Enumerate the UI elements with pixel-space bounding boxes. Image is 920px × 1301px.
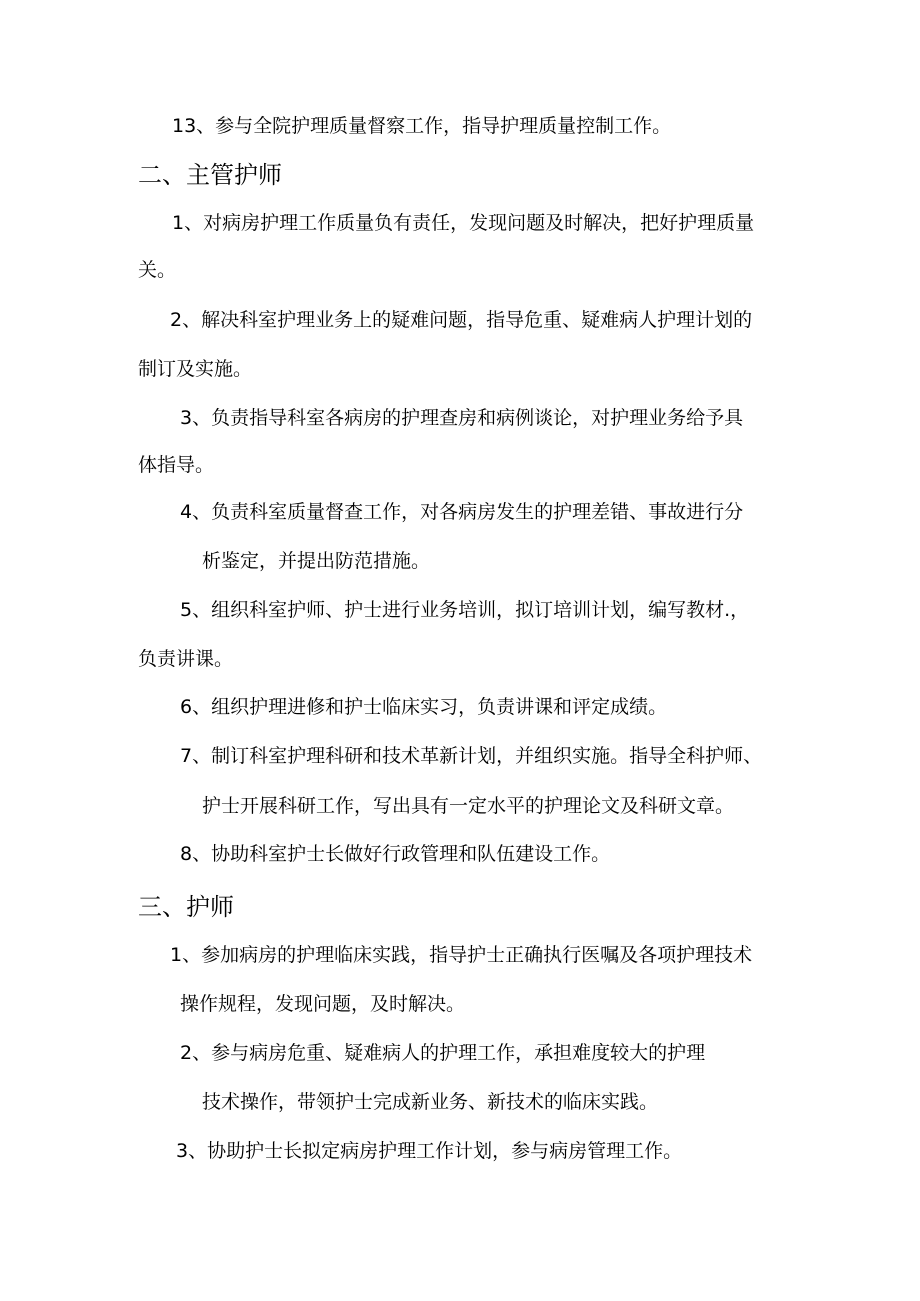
s3-item-2-line-1: 2、参与病房危重、疑难病人的护理工作，承担难度较大的护理 [180,1042,706,1064]
s2-item-3-line-2: 体指导。 [138,454,215,476]
s2-item-1-line-1: 1、对病房护理工作质量负有责任，发现问题及时解决，把好护理质量 [172,212,755,234]
s2-item-2-line-1: 2、解决科室护理业务上的疑难问题，指导危重、疑难病人护理计划的 [170,309,753,331]
s3-item-3-line-1: 3、协助护士长拟定病房护理工作计划，参与病房管理工作。 [176,1140,683,1162]
s3-item-2-line-2: 技术操作，带领护士完成新业务、新技术的临床实践。 [202,1091,659,1113]
section-heading-nurse: 三、护师 [138,893,234,921]
s2-item-6-line-1: 6、组织护理进修和护士临床实习，负责讲课和评定成绩。 [180,696,668,718]
s2-item-3-line-1: 3、负责指导科室各病房的护理查房和病例谈论，对护理业务给予具 [180,407,744,429]
s2-item-4-line-2: 析鉴定，并提出防范措施。 [202,550,431,572]
s2-item-7-line-2: 护士开展科研工作，写出具有一定水平的护理论文及科研文章。 [202,795,735,817]
section-heading-supervising-nurse: 二、主管护师 [138,161,282,189]
s2-item-4-line-1: 4、负责科室质量督查工作，对各病房发生的护理差错、事故进行分 [180,501,744,523]
s2-item-5-line-1: 5、组织科室护师、护士进行业务培训，拟订培训计划，编写教材.， [180,599,750,621]
s2-item-2-line-2: 制订及实施。 [138,358,253,380]
intro-line: 13、参与全院护理质量督察工作，指导护理质量控制工作。 [172,115,672,137]
s3-item-1-line-2: 操作规程，发现问题，及时解决。 [180,993,466,1015]
s3-item-1-line-1: 1、参加病房的护理临床实践，指导护士正确执行医嘱及各项护理技术 [170,944,753,966]
s2-item-5-line-2: 负责讲课。 [138,648,234,670]
s2-item-7-line-1: 7、制订科室护理科研和技术革新计划，并组织实施。指导全科护师、 [180,745,763,767]
s2-item-8-line-1: 8、协助科室护士长做好行政管理和队伍建设工作。 [180,843,611,865]
s2-item-1-line-2: 关。 [138,259,177,281]
